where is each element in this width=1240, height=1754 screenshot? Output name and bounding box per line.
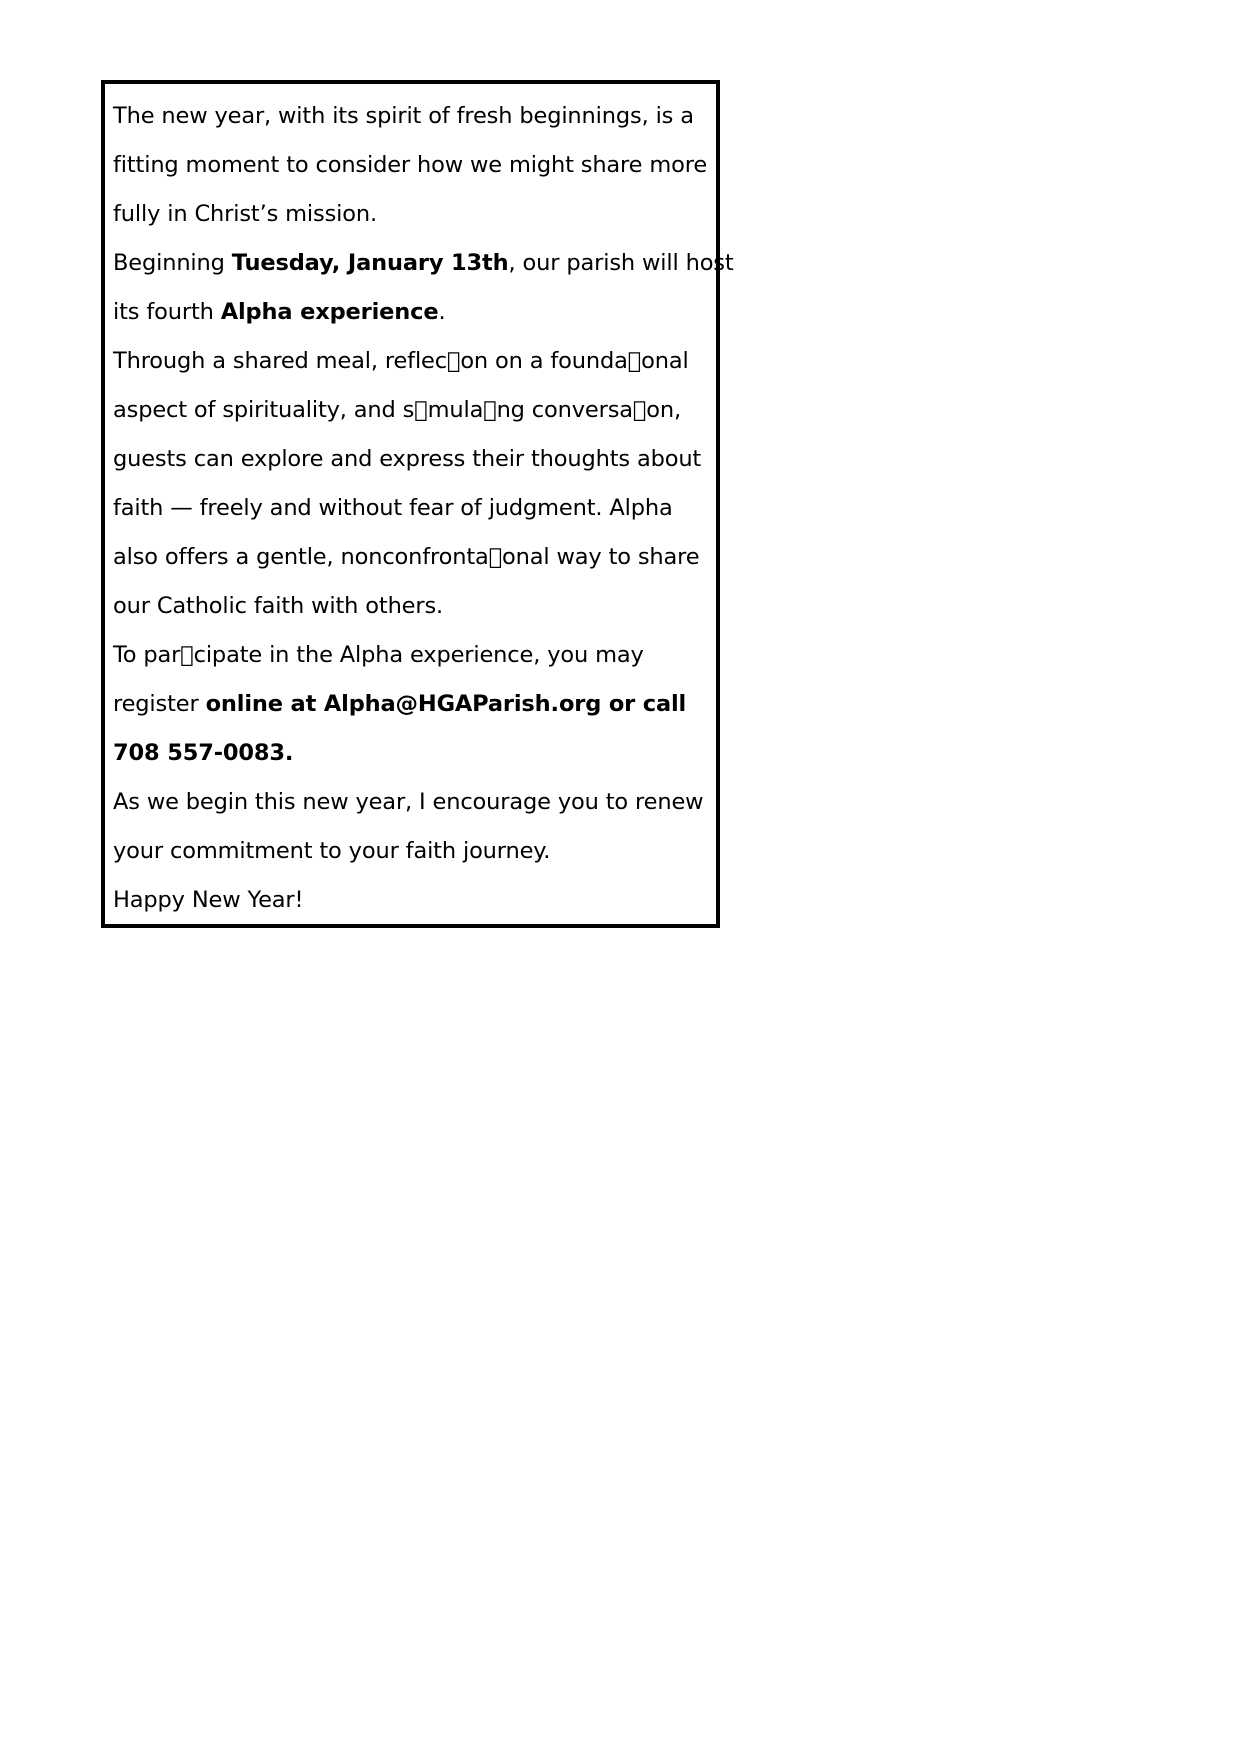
text-line: also offers a gentle, nonconfronta onal way to share <box>113 544 700 570</box>
text-line: our Catholic faith with others. <box>113 593 444 619</box>
text-line: As we begin this new year, I encourage you to renew <box>113 789 704 815</box>
text-run: , our parish will host <box>508 250 734 276</box>
text-line: fully in Christ’s mission. <box>113 201 378 227</box>
text-line: Through a shared meal, reflec on on a founda onal <box>113 348 689 374</box>
text-line: The new year, with its spirit of fresh beginnings, is a <box>113 103 694 129</box>
text-run: . <box>438 299 446 325</box>
text-line: guests can explore and express their thoughts about <box>113 446 702 472</box>
text-line: faith — freely and without fear of judgment. Alpha <box>113 495 673 521</box>
program-name: Alpha experience <box>220 299 439 325</box>
text-line: aspect of spirituality, and s mula ng conversa on, <box>113 397 682 423</box>
text-line <box>113 288 716 337</box>
text-run: Beginning <box>113 250 232 276</box>
text-line: fitting moment to consider how we might share more <box>113 152 708 178</box>
phone-number: 708 557-0083. <box>113 740 294 766</box>
notice-box <box>101 80 734 928</box>
text-run: its fourth <box>113 299 221 325</box>
text-line: To par cipate in the Alpha experience, you may <box>113 642 644 668</box>
start-date: Tuesday, January 13th <box>231 250 509 276</box>
text-line <box>113 680 716 729</box>
text-line <box>113 239 734 288</box>
registration-contact: online at Alpha@HGAParish.org or call <box>205 691 687 717</box>
text-run: register <box>113 691 206 717</box>
closing-line: Happy New Year! <box>113 887 304 913</box>
text-line: your commitment to your faith journey. <box>113 838 551 864</box>
